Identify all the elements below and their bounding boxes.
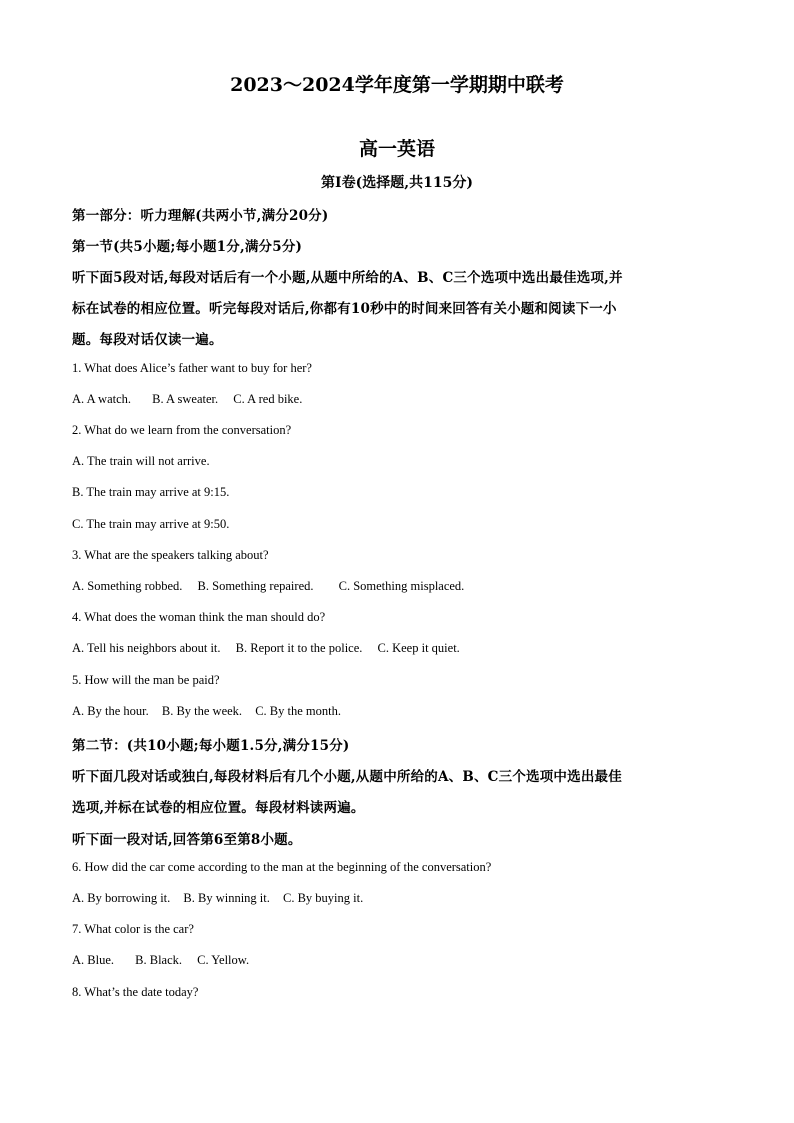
question-1-options bbox=[72, 392, 732, 407]
part1-heading: 第一部分：听力理解(共两小节,满分20分) bbox=[72, 208, 329, 224]
option-a: A. A watch. bbox=[72, 392, 132, 406]
option-c: C. Keep it quiet. bbox=[377, 641, 460, 655]
option-a: A. Something robbed. bbox=[72, 579, 183, 593]
section2-instruction-line: 选项,并标在试卷的相应位置。每段材料读两遍。 bbox=[72, 800, 365, 816]
option-a: A. Tell his neighbors about it. bbox=[72, 641, 221, 655]
section1-heading: 第一节(共5小题;每小题1分,满分5分) bbox=[72, 239, 303, 255]
section2-sub-instruction: 听下面一段对话,回答第6至第8小题。 bbox=[72, 832, 302, 848]
subject-title: 高一英语 bbox=[358, 138, 435, 160]
option-c: C. The train may arrive at 9:50. bbox=[72, 517, 230, 531]
option-b: B. By winning it. bbox=[183, 891, 270, 905]
option-c: C. A red bike. bbox=[233, 392, 303, 406]
option-b: B. Report it to the police. bbox=[235, 641, 363, 655]
question-2: 2. What do we learn from the conversation? bbox=[72, 423, 292, 437]
question-6-options bbox=[72, 891, 732, 906]
section1-instruction-line: 题。每段对话仅读一遍。 bbox=[72, 332, 223, 348]
option-c: C. By buying it. bbox=[282, 891, 364, 905]
question-6: 6. How did the car come according to the man at the beginning of the conversation? bbox=[72, 860, 492, 874]
question-1: 1. What does Alice’s father want to buy for her? bbox=[72, 361, 312, 375]
section1-instruction-line: 听下面5段对话,每段对话后有一个小题,从题中所给的A、B、C三个选项中选出最佳选项,并 bbox=[72, 270, 623, 286]
question-3-options bbox=[72, 579, 732, 594]
option-b: B. A sweater. bbox=[152, 392, 219, 406]
question-5-options bbox=[72, 704, 732, 719]
option-c: C. By the month. bbox=[255, 704, 341, 718]
volume-heading: 第I卷(选择题,共115分) bbox=[321, 175, 473, 191]
question-3: 3. What are the speakers talking about? bbox=[72, 548, 269, 562]
section2-instruction-line: 听下面几段对话或独白,每段材料后有几个小题,从题中所给的A、B、C三个选项中选出最佳 bbox=[72, 769, 622, 785]
option-b: B. Something repaired. bbox=[197, 579, 314, 593]
question-8: 8. What’s the date today? bbox=[72, 985, 199, 999]
option-c: C. Yellow. bbox=[197, 953, 250, 967]
question-5: 5. How will the man be paid? bbox=[72, 673, 220, 687]
question-4-options bbox=[72, 641, 732, 656]
option-b: B. The train may arrive at 9:15. bbox=[72, 485, 230, 499]
option-a: A. Blue. bbox=[72, 953, 115, 967]
option-c: C. Something misplaced. bbox=[338, 579, 465, 593]
section2-heading: 第二节：(共10小题;每小题1.5分,满分15分) bbox=[72, 738, 350, 754]
option-a: A. The train will not arrive. bbox=[72, 454, 210, 468]
option-b: B. By the week. bbox=[161, 704, 243, 718]
section1-instruction-line: 标在试卷的相应位置。听完每段对话后,你都有10秒中的时间来回答有关小题和阅读下一小 bbox=[72, 301, 617, 317]
question-4: 4. What does the woman think the man should do? bbox=[72, 610, 326, 624]
option-a: A. By the hour. bbox=[72, 704, 149, 718]
question-7: 7. What color is the car? bbox=[72, 922, 194, 936]
exam-title: 2023～2024学年度第一学期期中联考 bbox=[230, 74, 564, 96]
question-7-options bbox=[72, 953, 732, 968]
option-a: A. By borrowing it. bbox=[72, 891, 171, 905]
option-b: B. Black. bbox=[135, 953, 183, 967]
